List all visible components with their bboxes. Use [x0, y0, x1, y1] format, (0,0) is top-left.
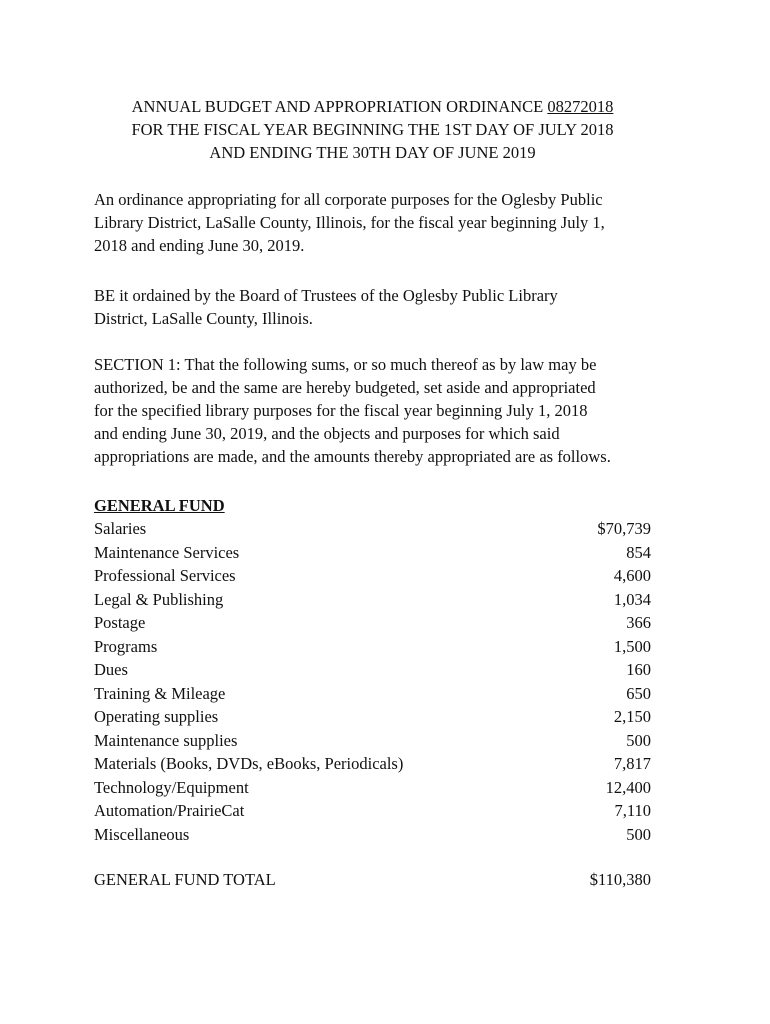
item-label: Training & Mileage [94, 683, 226, 703]
section-1-line: authorized, be and the same are hereby budgeted, set aside and appropriated [94, 378, 596, 397]
item-amount: 7,110 [614, 801, 651, 820]
total-amount: $110,380 [589, 870, 651, 889]
budget-line-item [94, 799, 651, 823]
section-1-line: SECTION 1: That the following sums, or so much thereof as by law may be [94, 355, 597, 374]
item-amount: 500 [626, 824, 651, 844]
item-amount: $70,739 [597, 519, 651, 538]
budget-line-item [94, 541, 651, 565]
section-1-line: and ending June 30, 2019, and the objects and purposes for which said [94, 424, 560, 443]
item-amount: 160 [626, 660, 651, 679]
budget-line-item [94, 729, 651, 753]
item-label: Automation/PrairieCat [94, 801, 245, 820]
item-amount: 4,600 [613, 566, 651, 585]
item-label: Materials (Books, DVDs, eBooks, Periodicals) [94, 754, 404, 773]
ordinance-title [60, 95, 685, 164]
section-1-line: for the specified library purposes for the fiscal year beginning July 1, 2018 [94, 401, 588, 420]
item-label: Professional Services [94, 566, 236, 585]
general-fund-items [94, 517, 651, 846]
title-line-2: FOR THE FISCAL YEAR BEGINNING THE 1ST DAY OF JULY 2018 [131, 120, 614, 139]
budget-line-item [94, 752, 651, 776]
item-amount: 500 [626, 730, 651, 750]
item-amount: 7,817 [613, 754, 651, 773]
item-label: Salaries [94, 519, 147, 538]
budget-line-item [94, 635, 651, 659]
ordained-paragraph [94, 284, 664, 330]
item-label: Programs [94, 636, 158, 656]
budget-line-item [94, 682, 651, 706]
item-amount: 1,500 [613, 636, 651, 656]
item-label: Maintenance supplies [94, 730, 238, 750]
item-amount: 854 [626, 542, 651, 562]
total-label: GENERAL FUND TOTAL [94, 870, 276, 889]
intro-line: 2018 and ending June 30, 2019. [94, 236, 305, 255]
budget-line-item [94, 658, 651, 682]
budget-line-item [94, 588, 651, 612]
budget-line-item [94, 611, 651, 635]
item-amount: 1,034 [613, 589, 651, 609]
intro-line: Library District, LaSalle County, Illinois, for the fiscal year beginning July 1, [94, 213, 605, 232]
intro-line: An ordinance appropriating for all corporate purposes for the Oglesby Public [94, 190, 603, 209]
budget-line-item [94, 823, 651, 847]
ordinance-number: 08272018 [547, 97, 614, 116]
title-line-1 [60, 95, 685, 118]
item-label: Operating supplies [94, 707, 219, 726]
item-label: Legal & Publishing [94, 589, 224, 609]
title-prefix: ANNUAL BUDGET AND APPROPRIATION ORDINANCE [131, 97, 548, 116]
section-1-paragraph [94, 353, 664, 468]
ordained-line: BE it ordained by the Board of Trustees of the Oglesby Public Library [94, 286, 558, 305]
intro-paragraph [94, 188, 664, 257]
item-amount: 366 [626, 613, 651, 632]
ordained-line: District, LaSalle County, Illinois. [94, 309, 313, 328]
section-1-line: appropriations are made, and the amounts thereby appropriated are as follows. [94, 447, 611, 466]
item-label: Miscellaneous [94, 824, 190, 844]
item-label: Postage [94, 613, 146, 632]
general-fund-total [94, 868, 651, 891]
budget-line-item [94, 776, 651, 800]
item-amount: 12,400 [605, 777, 651, 797]
budget-line-item [94, 564, 651, 588]
item-label: Technology/Equipment [94, 777, 249, 797]
item-amount: 2,150 [613, 707, 651, 726]
title-line-3: AND ENDING THE 30TH DAY OF JUNE 2019 [209, 143, 536, 162]
budget-line-item [94, 517, 651, 541]
general-fund-heading: GENERAL FUND [94, 496, 225, 515]
item-label: Maintenance Services [94, 542, 240, 562]
item-amount: 650 [626, 683, 651, 703]
item-label: Dues [94, 660, 128, 679]
budget-line-item [94, 705, 651, 729]
